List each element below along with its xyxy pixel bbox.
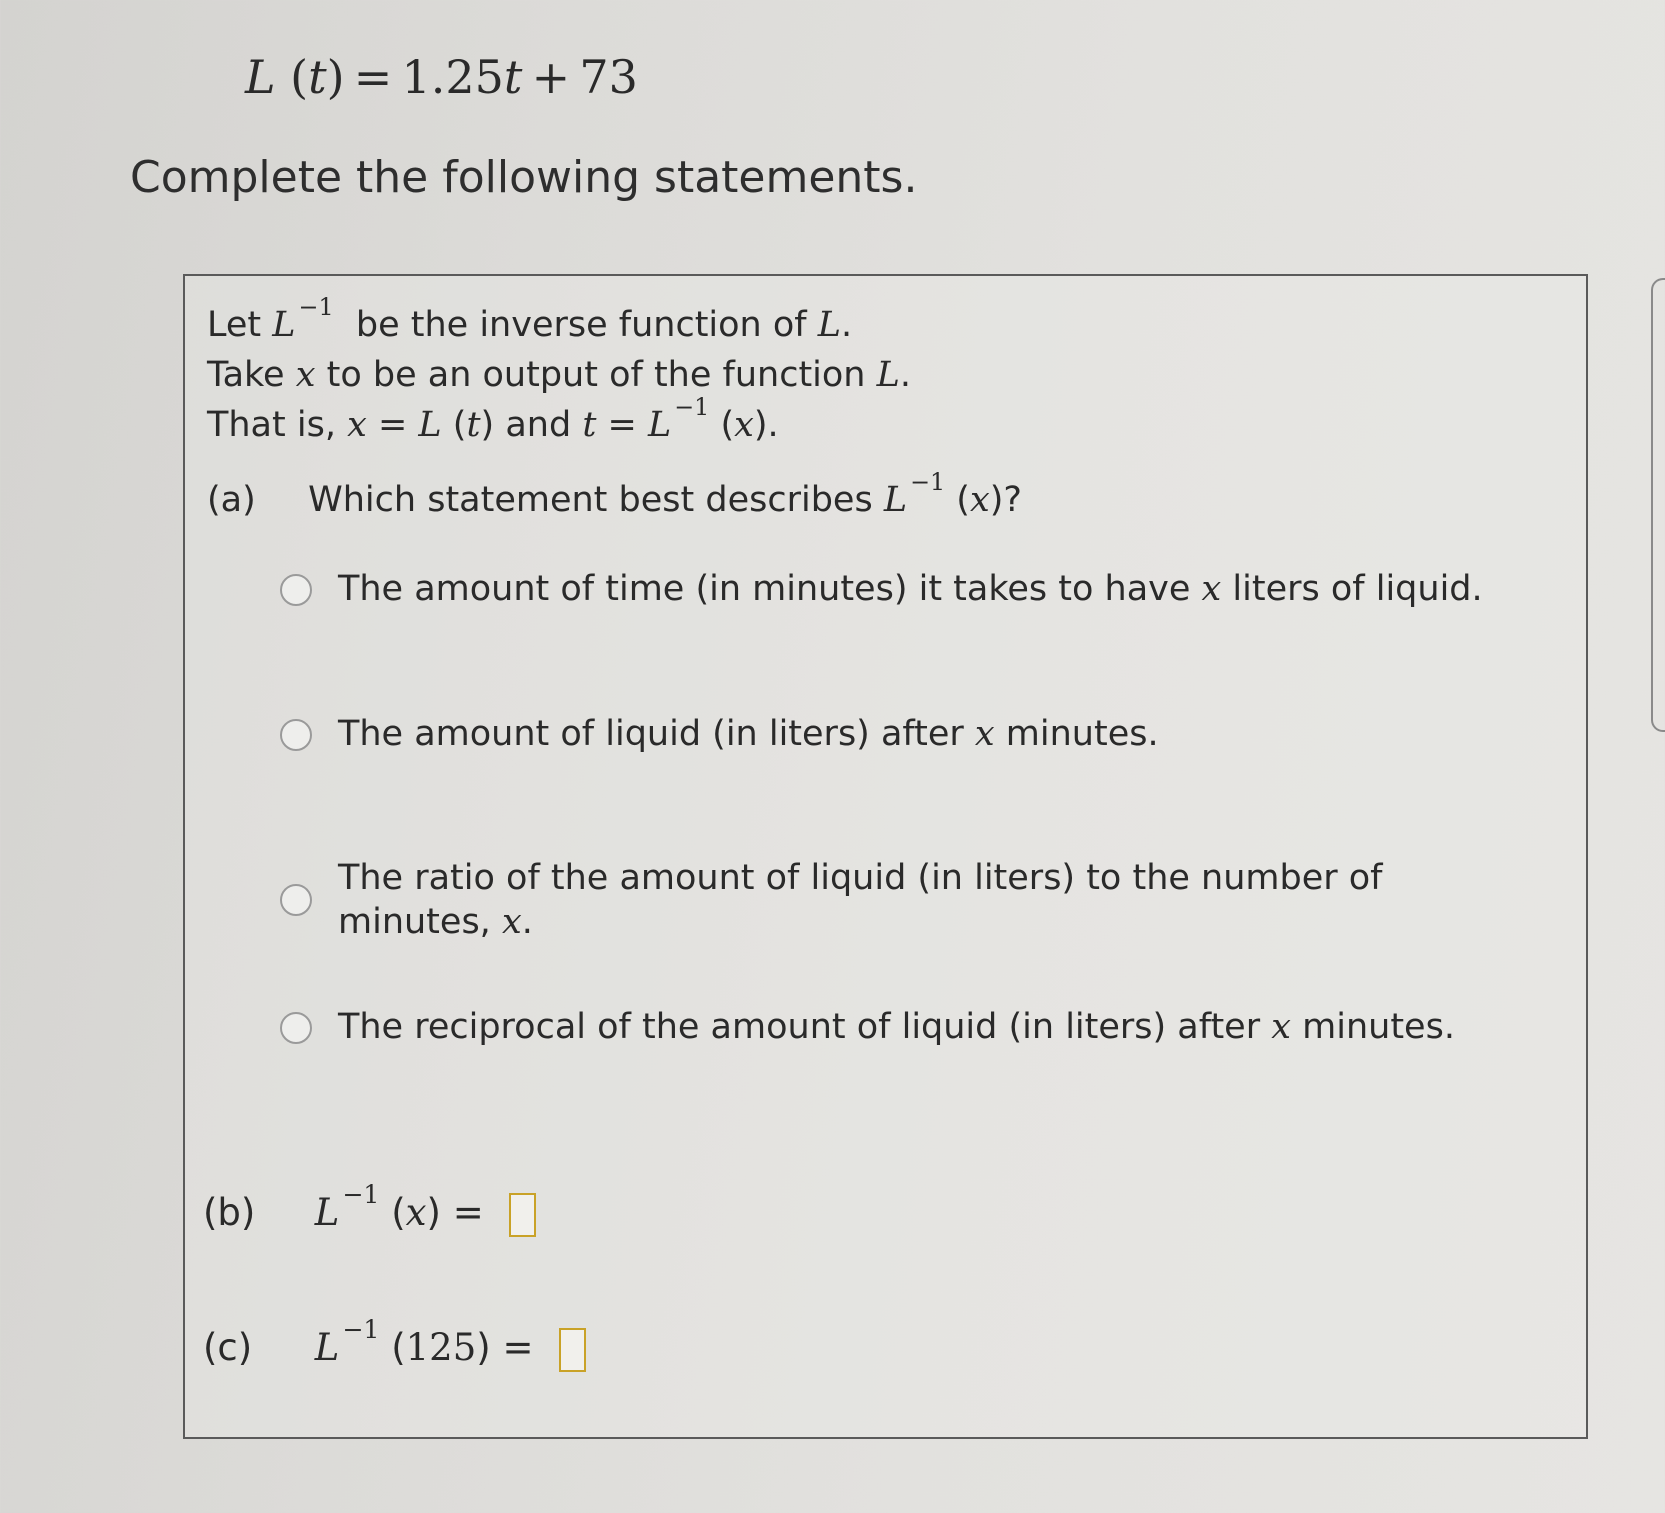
part-c-answer-input[interactable] xyxy=(559,1328,586,1372)
option-4-label: The reciprocal of the amount of liquid (in liters) after x minutes. xyxy=(338,1007,1455,1047)
radio-option-4[interactable] xyxy=(280,1012,312,1044)
part-b: (b) L $^{-1}$ (x) = xyxy=(203,1191,536,1237)
intro-line-2: Take x to be an output of the function L. xyxy=(207,355,912,395)
intro-line-1: Let L $^{-1}$ be the inverse function of L. xyxy=(207,293,853,345)
part-c: (c) L $^{-1}$ (125) = xyxy=(203,1326,586,1372)
part-a-question: (a) Which statement best describes L $^{-1}$ (x)? xyxy=(207,468,1022,520)
part-b-answer-input[interactable] xyxy=(509,1193,536,1237)
side-panel-edge xyxy=(1651,278,1665,732)
radio-option-1[interactable] xyxy=(280,574,312,606)
instruction-text: Complete the following statements. xyxy=(130,152,918,203)
radio-option-3[interactable] xyxy=(280,884,312,916)
option-1-label: The amount of time (in minutes) it takes to have x liters of liquid. xyxy=(338,569,1483,609)
function-formula: L (t) = 1.25t + 73 xyxy=(245,50,638,104)
option-2-label: The amount of liquid (in liters) after x minutes. xyxy=(338,714,1159,754)
radio-option-2[interactable] xyxy=(280,719,312,751)
question-panel xyxy=(183,274,1588,1439)
intro-text xyxy=(207,293,912,450)
option-3-label: The ratio of the amount of liquid (in liters) to the number of minutes, x. xyxy=(338,858,1383,942)
intro-line-3: That is, x = L (t) and t = L $^{-1}$ (x). xyxy=(207,393,779,445)
